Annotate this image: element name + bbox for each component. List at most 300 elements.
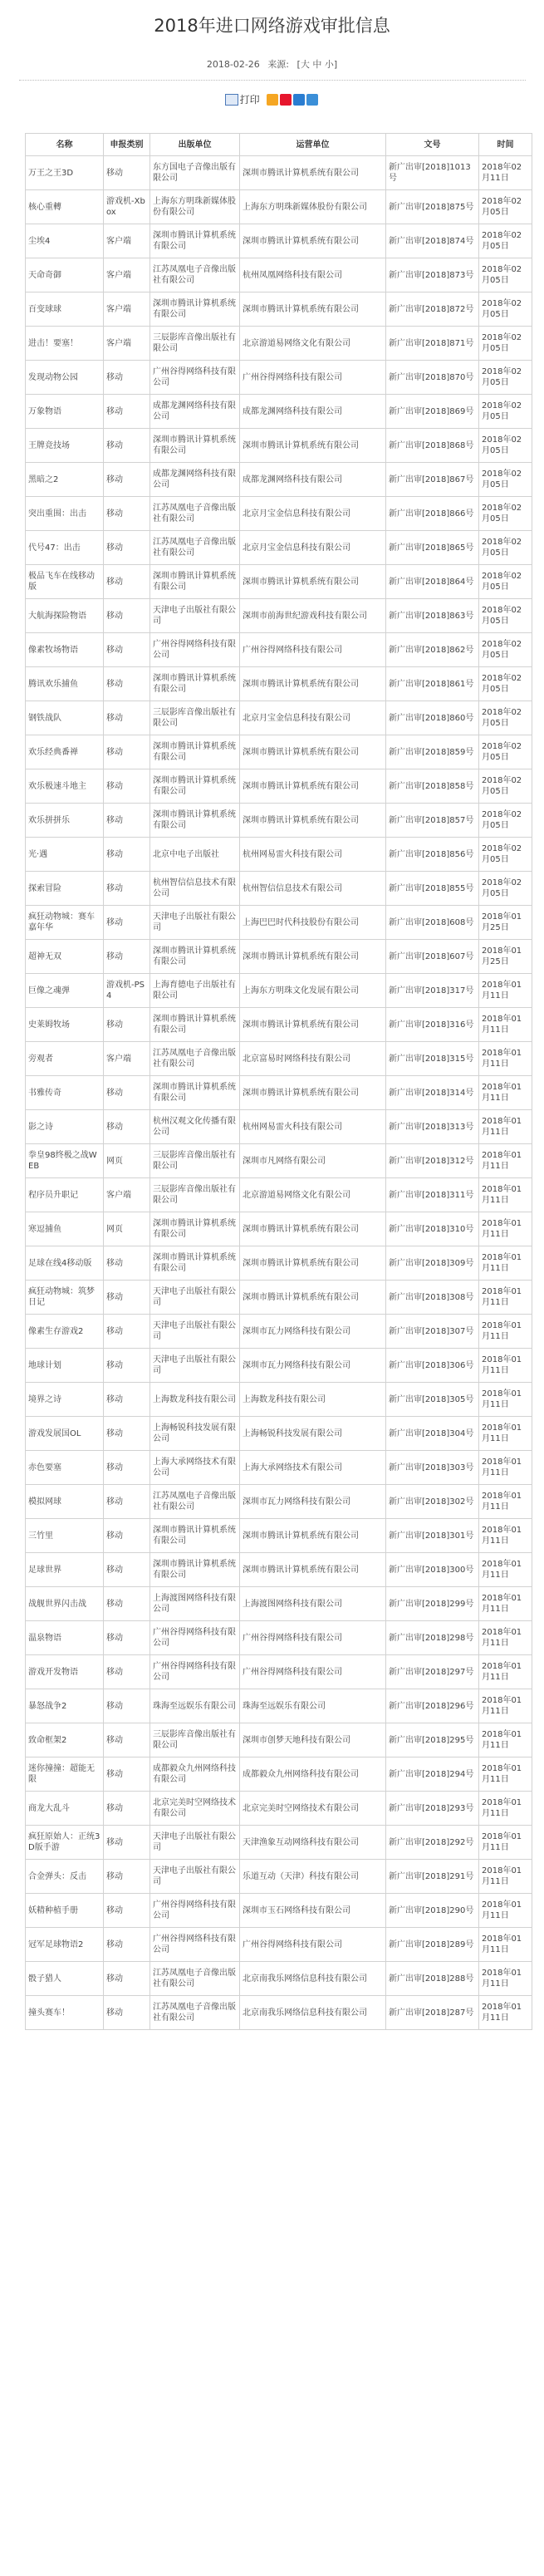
table-row (26, 1962, 532, 1996)
cell-operator: 杭州凤凰网络科技有限公司 (240, 258, 386, 293)
table-row (26, 940, 532, 974)
font-size-switcher[interactable]: [大 中 小] (297, 59, 338, 70)
cell-operator: 深圳市前海世纪游戏科技有限公司 (240, 599, 386, 633)
cell-name: 代号47：出击 (26, 531, 104, 565)
table-row (26, 1689, 532, 1723)
cell-name: 迷你撞撞：超能无限 (26, 1757, 104, 1792)
table-row (26, 156, 532, 190)
table-row (26, 1042, 532, 1076)
cell-name: 欢乐拼拼乐 (26, 804, 104, 838)
share-icons (266, 91, 319, 108)
cell-name: 程序员升职记 (26, 1178, 104, 1212)
cell-approval-number: 新广出审[2018]314号 (386, 1076, 479, 1110)
table-row (26, 327, 532, 361)
cell-name: 拳皇98终极之战WEB (26, 1144, 104, 1178)
cell-approval-number: 新广出审[2018]315号 (386, 1042, 479, 1076)
cell-operator: 深圳市腾讯计算机系统有限公司 (240, 1246, 386, 1281)
cell-category: 移动 (104, 1451, 150, 1485)
cell-category: 移动 (104, 872, 150, 906)
cell-category: 移动 (104, 1485, 150, 1519)
cell-operator: 深圳市腾讯计算机系统有限公司 (240, 1553, 386, 1587)
cell-approval-number: 新广出审[2018]857号 (386, 804, 479, 838)
column-header: 时间 (479, 134, 532, 156)
cell-operator: 北京南我乐网络信息科技有限公司 (240, 1962, 386, 1996)
cell-operator: 北京月宝金信息科技有限公司 (240, 497, 386, 531)
cell-approval-number: 新广出审[2018]313号 (386, 1110, 479, 1144)
cell-approval-number: 新广出审[2018]866号 (386, 497, 479, 531)
cell-operator: 深圳市腾讯计算机系统有限公司 (240, 769, 386, 804)
cell-operator: 深圳市腾讯计算机系统有限公司 (240, 224, 386, 258)
cell-approval-number: 新广出审[2018]296号 (386, 1689, 479, 1723)
cell-operator: 深圳市腾讯计算机系统有限公司 (240, 735, 386, 769)
cell-operator: 珠海至远娱乐有限公司 (240, 1689, 386, 1723)
cell-publisher: 深圳市腾讯计算机系统有限公司 (150, 1076, 240, 1110)
page-title: 2018年进口网络游戏审批信息 (154, 16, 390, 36)
cell-publisher: 深圳市腾讯计算机系统有限公司 (150, 1553, 240, 1587)
cell-publisher: 深圳市腾讯计算机系统有限公司 (150, 1212, 240, 1246)
cell-category: 移动 (104, 769, 150, 804)
cell-publisher: 三辰影库音像出版社有限公司 (150, 1723, 240, 1757)
cell-publisher: 珠海至远娱乐有限公司 (150, 1689, 240, 1723)
cell-operator: 广州谷得网络科技有限公司 (240, 1928, 386, 1962)
cell-publisher: 天津电子出版社有限公司 (150, 1315, 240, 1349)
table-row (26, 1349, 532, 1383)
cell-category: 游戏机-Xbox (104, 190, 150, 224)
cell-name: 三竹里 (26, 1519, 104, 1553)
cell-date: 2018年01月11日 (479, 1519, 532, 1553)
cell-name: 史莱姆牧场 (26, 1008, 104, 1042)
table-row (26, 1894, 532, 1928)
cell-publisher: 上海渡图网络科技有限公司 (150, 1587, 240, 1621)
cell-publisher: 广州谷得网络科技有限公司 (150, 1655, 240, 1689)
cell-operator: 广州谷得网络科技有限公司 (240, 633, 386, 667)
qzone-icon[interactable] (267, 94, 278, 106)
cell-operator: 深圳市腾讯计算机系统有限公司 (240, 1212, 386, 1246)
cell-approval-number: 新广出审[2018]310号 (386, 1212, 479, 1246)
cell-date: 2018年02月05日 (479, 633, 532, 667)
table-row (26, 701, 532, 735)
cell-category: 移动 (104, 633, 150, 667)
cell-name: 致命框架2 (26, 1723, 104, 1757)
cell-name: 超神无双 (26, 940, 104, 974)
cell-name: 疯狂动物城：筑梦日记 (26, 1281, 104, 1315)
cell-name: 足球在线4移动版 (26, 1246, 104, 1281)
table-row (26, 1587, 532, 1621)
cell-operator: 北京游道易网络文化有限公司 (240, 1178, 386, 1212)
cell-date: 2018年02月05日 (479, 395, 532, 429)
cell-operator: 深圳市腾讯计算机系统有限公司 (240, 667, 386, 701)
source-label: 来源: (267, 59, 290, 70)
cell-name: 突出重围：出击 (26, 497, 104, 531)
table-row (26, 838, 532, 872)
table-row (26, 565, 532, 599)
cell-publisher: 深圳市腾讯计算机系统有限公司 (150, 293, 240, 327)
cell-category: 客户端 (104, 224, 150, 258)
cell-publisher: 深圳市腾讯计算机系统有限公司 (150, 804, 240, 838)
table-body (26, 156, 532, 2030)
column-header: 运营单位 (240, 134, 386, 156)
cell-date: 2018年01月11日 (479, 1246, 532, 1281)
toolbar (0, 91, 544, 107)
cell-name: 光·遇 (26, 838, 104, 872)
cell-date: 2018年02月05日 (479, 565, 532, 599)
weibo-icon[interactable] (280, 94, 292, 106)
cell-approval-number: 新广出审[2018]870号 (386, 361, 479, 395)
cell-publisher: 深圳市腾讯计算机系统有限公司 (150, 224, 240, 258)
cell-operator: 深圳市腾讯计算机系统有限公司 (240, 565, 386, 599)
cell-date: 2018年01月11日 (479, 1485, 532, 1519)
table-row (26, 224, 532, 258)
table-row (26, 429, 532, 463)
cell-category: 移动 (104, 1383, 150, 1417)
cell-category: 移动 (104, 1826, 150, 1860)
cell-approval-number: 新广出审[2018]306号 (386, 1349, 479, 1383)
cell-date: 2018年02月05日 (479, 804, 532, 838)
cell-publisher: 天津电子出版社有限公司 (150, 1860, 240, 1894)
cell-approval-number: 新广出审[2018]297号 (386, 1655, 479, 1689)
cell-category: 移动 (104, 599, 150, 633)
cell-operator: 深圳市创梦天地科技有限公司 (240, 1723, 386, 1757)
cell-operator: 上海东方明珠新媒体股份有限公司 (240, 190, 386, 224)
cell-operator: 杭州智信信息技术有限公司 (240, 872, 386, 906)
cell-operator: 成都毅众九州网络科技有限公司 (240, 1757, 386, 1792)
cell-name: 王牌竞技场 (26, 429, 104, 463)
cell-approval-number: 新广出审[2018]874号 (386, 224, 479, 258)
cell-operator: 北京游道易网络文化有限公司 (240, 327, 386, 361)
cell-operator: 北京南我乐网络信息科技有限公司 (240, 1996, 386, 2030)
cell-category: 移动 (104, 1757, 150, 1792)
table-row (26, 497, 532, 531)
cell-category: 移动 (104, 1076, 150, 1110)
cell-operator: 杭州网易雷火科技有限公司 (240, 838, 386, 872)
cell-date: 2018年02月05日 (479, 293, 532, 327)
cell-category: 移动 (104, 361, 150, 395)
table-row (26, 804, 532, 838)
cell-name: 温泉物语 (26, 1621, 104, 1655)
cell-category: 游戏机-PS4 (104, 974, 150, 1008)
cell-date: 2018年02月05日 (479, 701, 532, 735)
table-row (26, 1792, 532, 1826)
cell-approval-number: 新广出审[2018]316号 (386, 1008, 479, 1042)
table-row (26, 395, 532, 429)
cell-operator: 深圳市腾讯计算机系统有限公司 (240, 429, 386, 463)
cell-approval-number: 新广出审[2018]1013号 (386, 156, 479, 190)
cell-approval-number: 新广出审[2018]861号 (386, 667, 479, 701)
cell-date: 2018年01月11日 (479, 1315, 532, 1349)
cell-operator: 广州谷得网络科技有限公司 (240, 1655, 386, 1689)
cell-operator: 深圳市腾讯计算机系统有限公司 (240, 1281, 386, 1315)
cell-name: 商龙大乱斗 (26, 1792, 104, 1826)
cell-operator: 深圳市玉石网络科技有限公司 (240, 1894, 386, 1928)
cell-approval-number: 新广出审[2018]875号 (386, 190, 479, 224)
cell-name: 极品飞车在线移动版 (26, 565, 104, 599)
table-row (26, 1178, 532, 1212)
cell-approval-number: 新广出审[2018]863号 (386, 599, 479, 633)
cell-name: 大航海探险物语 (26, 599, 104, 633)
cell-publisher: 深圳市腾讯计算机系统有限公司 (150, 769, 240, 804)
cell-publisher: 深圳市腾讯计算机系统有限公司 (150, 1246, 240, 1281)
cell-date: 2018年01月11日 (479, 1281, 532, 1315)
cell-operator: 杭州网易雷火科技有限公司 (240, 1110, 386, 1144)
cell-category: 移动 (104, 1689, 150, 1723)
cell-approval-number: 新广出审[2018]288号 (386, 1962, 479, 1996)
cell-operator: 深圳市腾讯计算机系统有限公司 (240, 1008, 386, 1042)
cell-approval-number: 新广出审[2018]869号 (386, 395, 479, 429)
cell-name: 钢铁战队 (26, 701, 104, 735)
cell-publisher: 江苏凤凰电子音像出版社有限公司 (150, 258, 240, 293)
cell-name: 赤色要塞 (26, 1451, 104, 1485)
cell-category: 移动 (104, 1860, 150, 1894)
cell-category: 移动 (104, 156, 150, 190)
cell-date: 2018年01月11日 (479, 1076, 532, 1110)
cell-name: 万象物语 (26, 395, 104, 429)
cell-publisher: 成都龙渊网络科技有限公司 (150, 463, 240, 497)
cell-category: 移动 (104, 1349, 150, 1383)
cell-publisher: 江苏凤凰电子音像出版社有限公司 (150, 1042, 240, 1076)
cell-operator: 深圳市腾讯计算机系统有限公司 (240, 156, 386, 190)
column-header: 名称 (26, 134, 104, 156)
column-header: 出版单位 (150, 134, 240, 156)
cell-approval-number: 新广出审[2018]856号 (386, 838, 479, 872)
cell-category: 网页 (104, 1144, 150, 1178)
cell-category: 移动 (104, 531, 150, 565)
table-row (26, 1655, 532, 1689)
cell-date: 2018年01月11日 (479, 1349, 532, 1383)
table-row (26, 1008, 532, 1042)
cell-approval-number: 新广出审[2018]308号 (386, 1281, 479, 1315)
cell-publisher: 成都毅众九州网络科技有限公司 (150, 1757, 240, 1792)
cell-name: 百变球球 (26, 293, 104, 327)
cell-category: 移动 (104, 667, 150, 701)
cell-approval-number: 新广出审[2018]304号 (386, 1417, 479, 1451)
table-row (26, 1212, 532, 1246)
cell-date: 2018年01月11日 (479, 1723, 532, 1757)
cell-operator: 深圳市腾讯计算机系统有限公司 (240, 293, 386, 327)
cell-date: 2018年01月11日 (479, 1621, 532, 1655)
cell-operator: 深圳市瓦力网络科技有限公司 (240, 1315, 386, 1349)
cell-name: 冠军足球物语2 (26, 1928, 104, 1962)
cell-publisher: 天津电子出版社有限公司 (150, 1349, 240, 1383)
cell-category: 移动 (104, 463, 150, 497)
cell-name: 发现动物公园 (26, 361, 104, 395)
cell-approval-number: 新广出审[2018]295号 (386, 1723, 479, 1757)
cell-date: 2018年01月11日 (479, 1144, 532, 1178)
column-header: 申报类别 (104, 134, 150, 156)
cell-publisher: 上海东方明珠新媒体股份有限公司 (150, 190, 240, 224)
table-row (26, 1485, 532, 1519)
cell-approval-number: 新广出审[2018]858号 (386, 769, 479, 804)
cell-date: 2018年01月11日 (479, 1962, 532, 1996)
cell-operator: 上海巴巴时代科技股份有限公司 (240, 906, 386, 940)
cell-publisher: 深圳市腾讯计算机系统有限公司 (150, 565, 240, 599)
table-row (26, 599, 532, 633)
cell-category: 移动 (104, 1723, 150, 1757)
table-row (26, 872, 532, 906)
cell-date: 2018年01月11日 (479, 1792, 532, 1826)
cell-operator: 广州谷得网络科技有限公司 (240, 361, 386, 395)
cell-category: 客户端 (104, 258, 150, 293)
table-row (26, 531, 532, 565)
cell-approval-number: 新广出审[2018]289号 (386, 1928, 479, 1962)
table-row (26, 361, 532, 395)
cell-approval-number: 新广出审[2018]301号 (386, 1519, 479, 1553)
cell-date: 2018年02月05日 (479, 258, 532, 293)
cell-name: 疯狂动物城：赛车嘉年华 (26, 906, 104, 940)
cell-name: 寒逗捕鱼 (26, 1212, 104, 1246)
table-row (26, 1451, 532, 1485)
cell-category: 移动 (104, 1553, 150, 1587)
cell-date: 2018年02月05日 (479, 497, 532, 531)
cell-date: 2018年01月11日 (479, 1178, 532, 1212)
cell-approval-number: 新广出审[2018]302号 (386, 1485, 479, 1519)
cell-date: 2018年01月11日 (479, 1417, 532, 1451)
table-row (26, 1076, 532, 1110)
cell-operator: 天津渔象互动网络科技有限公司 (240, 1826, 386, 1860)
cell-category: 移动 (104, 1246, 150, 1281)
cell-name: 进击！要塞！ (26, 327, 104, 361)
cell-date: 2018年02月05日 (479, 463, 532, 497)
table-row (26, 906, 532, 940)
cell-category: 移动 (104, 940, 150, 974)
cell-publisher: 北京中电子出版社 (150, 838, 240, 872)
table-row (26, 1417, 532, 1451)
cell-name: 像素生存游戏2 (26, 1315, 104, 1349)
cell-name: 地球计划 (26, 1349, 104, 1383)
tencent-weibo-icon[interactable] (293, 94, 305, 106)
cell-approval-number: 新广出审[2018]293号 (386, 1792, 479, 1826)
printer-icon (225, 94, 238, 106)
more-share-icon[interactable] (306, 94, 318, 106)
cell-name: 万王之王3D (26, 156, 104, 190)
cell-operator: 深圳市瓦力网络科技有限公司 (240, 1349, 386, 1383)
cell-publisher: 深圳市腾讯计算机系统有限公司 (150, 940, 240, 974)
cell-approval-number: 新广出审[2018]607号 (386, 940, 479, 974)
cell-category: 网页 (104, 1212, 150, 1246)
cell-approval-number: 新广出审[2018]872号 (386, 293, 479, 327)
cell-publisher: 深圳市腾讯计算机系统有限公司 (150, 429, 240, 463)
cell-publisher: 杭州智信信息技术有限公司 (150, 872, 240, 906)
cell-publisher: 江苏凤凰电子音像出版社有限公司 (150, 497, 240, 531)
cell-date: 2018年02月05日 (479, 190, 532, 224)
cell-approval-number: 新广出审[2018]855号 (386, 872, 479, 906)
cell-date: 2018年02月11日 (479, 156, 532, 190)
cell-category: 移动 (104, 1110, 150, 1144)
cell-approval-number: 新广出审[2018]298号 (386, 1621, 479, 1655)
table-row (26, 974, 532, 1008)
cell-name: 骰子猎人 (26, 1962, 104, 1996)
cell-name: 探索冒险 (26, 872, 104, 906)
cell-approval-number: 新广出审[2018]862号 (386, 633, 479, 667)
cell-publisher: 上海畅锐科技发展有限公司 (150, 1417, 240, 1451)
cell-approval-number: 新广出审[2018]608号 (386, 906, 479, 940)
cell-operator: 上海畅锐科技发展有限公司 (240, 1417, 386, 1451)
table-row (26, 667, 532, 701)
cell-operator: 上海东方明珠文化发展有限公司 (240, 974, 386, 1008)
cell-category: 移动 (104, 497, 150, 531)
cell-name: 旁观者 (26, 1042, 104, 1076)
cell-category: 移动 (104, 395, 150, 429)
cell-category: 移动 (104, 701, 150, 735)
cell-approval-number: 新广出审[2018]290号 (386, 1894, 479, 1928)
cell-date: 2018年01月11日 (479, 974, 532, 1008)
cell-publisher: 广州谷得网络科技有限公司 (150, 1621, 240, 1655)
cell-operator: 北京完美时空网络技术有限公司 (240, 1792, 386, 1826)
cell-name: 撞头赛车！ (26, 1996, 104, 2030)
cell-approval-number: 新广出审[2018]312号 (386, 1144, 479, 1178)
cell-approval-number: 新广出审[2018]317号 (386, 974, 479, 1008)
cell-category: 移动 (104, 838, 150, 872)
cell-operator: 深圳市腾讯计算机系统有限公司 (240, 1519, 386, 1553)
cell-date: 2018年02月05日 (479, 224, 532, 258)
cell-category: 移动 (104, 565, 150, 599)
cell-date: 2018年01月11日 (479, 1996, 532, 2030)
cell-publisher: 北京完美时空网络技术有限公司 (150, 1792, 240, 1826)
cell-approval-number: 新广出审[2018]307号 (386, 1315, 479, 1349)
table-row (26, 1757, 532, 1792)
publish-date: 2018-02-26 (206, 59, 260, 70)
cell-publisher: 广州谷得网络科技有限公司 (150, 1928, 240, 1962)
print-button[interactable] (225, 91, 260, 108)
cell-approval-number: 新广出审[2018]871号 (386, 327, 479, 361)
cell-date: 2018年02月05日 (479, 531, 532, 565)
cell-date: 2018年01月11日 (479, 1042, 532, 1076)
cell-operator: 深圳市腾讯计算机系统有限公司 (240, 804, 386, 838)
cell-category: 移动 (104, 1894, 150, 1928)
cell-operator: 上海大承网络技术有限公司 (240, 1451, 386, 1485)
cell-publisher: 江苏凤凰电子音像出版社有限公司 (150, 531, 240, 565)
table-row (26, 258, 532, 293)
cell-name: 核心重轉 (26, 190, 104, 224)
cell-name: 欢乐经典番禅 (26, 735, 104, 769)
cell-category: 移动 (104, 429, 150, 463)
cell-approval-number: 新广出审[2018]294号 (386, 1757, 479, 1792)
cell-date: 2018年01月11日 (479, 1110, 532, 1144)
table-row (26, 1144, 532, 1178)
cell-operator: 上海渡图网络科技有限公司 (240, 1587, 386, 1621)
cell-approval-number: 新广出审[2018]309号 (386, 1246, 479, 1281)
table-row (26, 1281, 532, 1315)
cell-category: 移动 (104, 1655, 150, 1689)
cell-date: 2018年02月05日 (479, 599, 532, 633)
cell-name: 境界之诗 (26, 1383, 104, 1417)
cell-date: 2018年02月05日 (479, 667, 532, 701)
cell-publisher: 三辰影库音像出版社有限公司 (150, 1144, 240, 1178)
cell-category: 移动 (104, 1928, 150, 1962)
cell-publisher: 上海育德电子出版社有限公司 (150, 974, 240, 1008)
cell-name: 尘埃4 (26, 224, 104, 258)
cell-category: 移动 (104, 1996, 150, 2030)
table-row (26, 769, 532, 804)
table-header-row (26, 134, 532, 156)
cell-date: 2018年02月05日 (479, 769, 532, 804)
cell-approval-number: 新广出审[2018]305号 (386, 1383, 479, 1417)
cell-approval-number: 新广出审[2018]300号 (386, 1553, 479, 1587)
cell-date: 2018年02月05日 (479, 361, 532, 395)
cell-publisher: 深圳市腾讯计算机系统有限公司 (150, 1008, 240, 1042)
cell-category: 移动 (104, 1792, 150, 1826)
cell-approval-number: 新广出审[2018]865号 (386, 531, 479, 565)
cell-date: 2018年02月05日 (479, 872, 532, 906)
cell-name: 暴怒战争2 (26, 1689, 104, 1723)
cell-publisher: 深圳市腾讯计算机系统有限公司 (150, 1519, 240, 1553)
cell-publisher: 上海大承网络技术有限公司 (150, 1451, 240, 1485)
cell-category: 客户端 (104, 1178, 150, 1212)
cell-publisher: 江苏凤凰电子音像出版社有限公司 (150, 1485, 240, 1519)
divider (19, 80, 526, 81)
cell-approval-number: 新广出审[2018]867号 (386, 463, 479, 497)
cell-approval-number: 新广出审[2018]292号 (386, 1826, 479, 1860)
cell-operator: 深圳市凡网络有限公司 (240, 1144, 386, 1178)
